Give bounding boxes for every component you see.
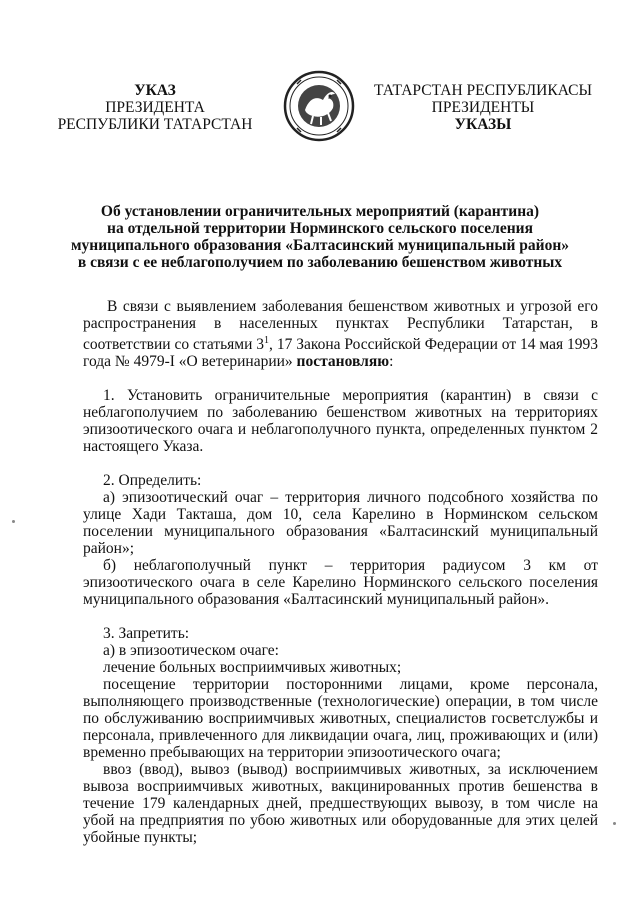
header-right-line-2: ПРЕЗИДЕНТЫ <box>431 99 535 116</box>
preamble-end: : <box>389 353 394 371</box>
preamble-decree-word: постановляю <box>296 353 390 371</box>
item-2a: а) эпизоотический очаг – территория личного подсобного хозяйства по улице Хади Такташа, дом 10, села Карелино в Норминском сельском поселении муниципального образования «Балтасинский муниципальный район»; <box>83 489 598 558</box>
header-right-line-1: ТАТАРСТАН РЕСПУБЛИКАСЫ <box>374 82 592 99</box>
document-title <box>40 203 600 271</box>
preamble-superscript: 1 <box>264 335 270 346</box>
item-2-heading: 2. Определить: <box>103 472 202 490</box>
scan-speck <box>613 822 616 825</box>
title-line-4: в связи с ее неблагополучием по заболеванию бешенством животных <box>77 254 563 271</box>
title-line-3: муниципального образования «Балтасинский муниципальный район» <box>70 237 570 254</box>
header-right-line-3: УКАЗЫ <box>454 116 512 133</box>
document-body <box>83 298 598 846</box>
item-3a-1: лечение больных восприимчивых животных; <box>103 659 402 677</box>
title-line-1: Об установлении ограничительных мероприятий (карантина) <box>100 203 540 220</box>
preamble-text: В связи с выявлением заболевания бешенством животных и угрозой его распространения в населенных пунктах Республики Татарстан, в соответствии со статьями 3 <box>83 298 598 354</box>
header-left <box>50 82 260 133</box>
item-3a-3: ввоз (ввод), вывоз (вывод) восприимчивых животных, за исключением вывоза восприимчивых животных, вакцинированных против бешенства в течение 179 календарных дней, предшествующих вывозу, в том числе на убой на предприятия по убою животных или оборудованные для этих целей убойные пункты; <box>83 761 598 847</box>
header-left-line-1: УКАЗ <box>134 82 176 99</box>
item-3-heading: 3. Запретить: <box>103 625 190 643</box>
item-1: 1. Установить ограничительные мероприятия (карантин) в связи с неблагополучием по заболеванию бешенством животных на территориях эпизоотического очага и неблагополучного пункта, определенных пунктом 2 настоящего Указа. <box>83 387 598 456</box>
header-left-line-3: РЕСПУБЛИКИ ТАТАРСТАН <box>57 116 253 133</box>
preamble <box>83 298 598 370</box>
item-3a: а) в эпизоотическом очаге: <box>103 642 279 660</box>
item-2b: б) неблагополучный пункт – территория радиусом 3 км от эпизоотического очага в селе Карелино Норминского сельского поселения муниципального образования «Балтасинский муниципальный район». <box>83 557 598 609</box>
preamble-text-2: , 17 Закона Российской Федерации от 14 мая 1993 года № 4979-I «О ветеринарии» <box>83 336 599 371</box>
title-line-2: на отдельной территории Норминского сельского поселения <box>107 220 533 237</box>
scan-speck <box>12 520 15 523</box>
header-left-line-2: ПРЕЗИДЕНТА <box>105 99 205 116</box>
item-3a-2: посещение территории посторонними лицами, кроме персонала, выполняющего производственные (технологические) операции, в том числе по обслуживанию восприимчивых животных, специалистов госветслужбы и персонала, привлеченного для ликвидации очага, лиц, проживающих и (или) временно пребывающих на территории эпизоотического очага; <box>83 676 598 762</box>
coat-of-arms-icon <box>283 70 355 142</box>
header-right <box>368 82 598 133</box>
